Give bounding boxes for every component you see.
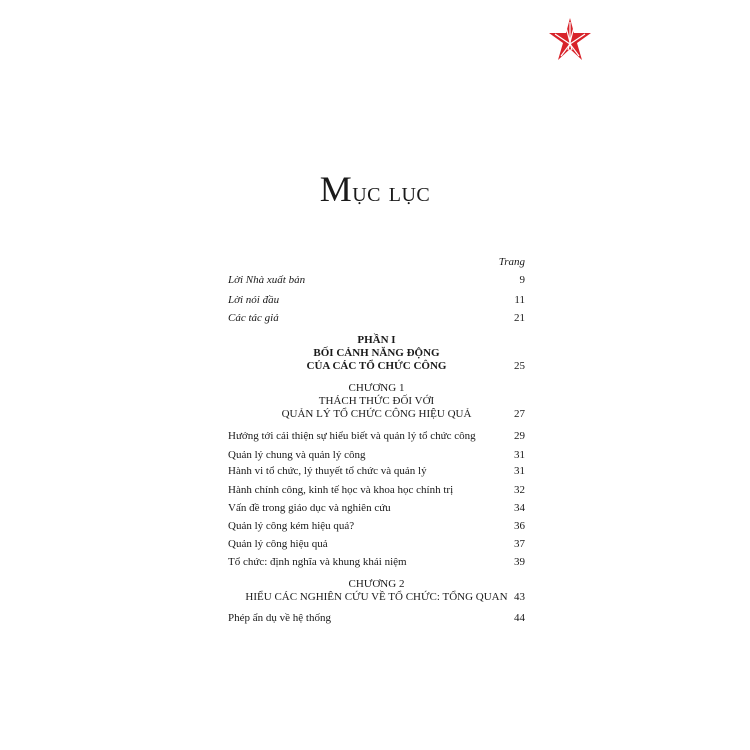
chapter-number: CHƯƠNG 2 bbox=[348, 578, 405, 590]
toc-entry-page: 44 bbox=[514, 612, 525, 624]
chapter-title-line: QUẢN LÝ TỔ CHỨC CÔNG HIỆU QUẢ bbox=[281, 408, 472, 420]
toc-entry-page: 36 bbox=[514, 520, 525, 532]
chapter-title-line: THÁCH THỨC ĐỐI VỚI bbox=[318, 395, 435, 407]
toc-entry-page: 31 bbox=[514, 465, 525, 477]
toc-entry-page: 27 bbox=[514, 408, 525, 420]
toc-entry-page: 29 bbox=[514, 430, 525, 442]
toc-entry-page: 39 bbox=[514, 556, 525, 568]
publisher-logo-icon bbox=[547, 16, 593, 62]
toc-entry-page: 11 bbox=[514, 294, 525, 306]
toc-entry-page: 32 bbox=[514, 484, 525, 496]
toc-entry-page: 37 bbox=[514, 538, 525, 550]
chapter-number: CHƯƠNG 1 bbox=[348, 382, 405, 394]
chapter-title-line: HIỂU CÁC NGHIÊN CỨU VỀ TỔ CHỨC: TỔNG QUAN bbox=[245, 591, 508, 603]
toc-entry-page: 31 bbox=[514, 449, 525, 461]
toc-entry-label: Tổ chức: định nghĩa và khung khái niệm bbox=[228, 556, 407, 568]
part-number: PHẦN I bbox=[357, 334, 396, 346]
toc-entry-label: Quản lý công kém hiệu quả? bbox=[228, 520, 355, 532]
toc-entry-label: Quản lý công hiệu quả bbox=[228, 538, 328, 550]
chapter-heading bbox=[228, 382, 525, 421]
part-title-line: CỦA CÁC TỔ CHỨC CÔNG bbox=[306, 360, 447, 372]
toc-entry-label: Quản lý chung và quản lý công bbox=[228, 449, 366, 461]
chapter-heading bbox=[228, 578, 525, 604]
toc-entry-page: 34 bbox=[514, 502, 525, 514]
toc-entry-page: 9 bbox=[519, 274, 525, 286]
part-title-line: BỐI CẢNH NĂNG ĐỘNG bbox=[313, 347, 440, 359]
page-column-label: Trang bbox=[498, 256, 525, 268]
toc-entry-page: 43 bbox=[514, 591, 525, 603]
toc-entry-label: Phép ẩn dụ về hệ thống bbox=[228, 612, 331, 624]
toc-entry-page: 25 bbox=[514, 360, 525, 372]
toc-entry-label: Lời Nhà xuất bản bbox=[228, 274, 306, 286]
toc-entry-label: Hướng tới cải thiện sự hiểu biết và quản lý tổ chức công bbox=[228, 430, 476, 442]
toc-entry-label: Hành chính công, kinh tế học và khoa học chính trị bbox=[228, 484, 454, 496]
part-heading bbox=[228, 334, 525, 373]
page-title: Mục lục bbox=[319, 169, 431, 209]
toc-entry-label: Vấn đề trong giáo dục và nghiên cứu bbox=[228, 502, 391, 514]
toc-entry-label: Lời nói đầu bbox=[228, 294, 280, 306]
toc-entry-label: Các tác giả bbox=[228, 312, 279, 324]
toc-entry-label: Hành vi tổ chức, lý thuyết tổ chức và quản lý bbox=[228, 465, 427, 477]
toc-entry-page: 21 bbox=[514, 312, 525, 324]
